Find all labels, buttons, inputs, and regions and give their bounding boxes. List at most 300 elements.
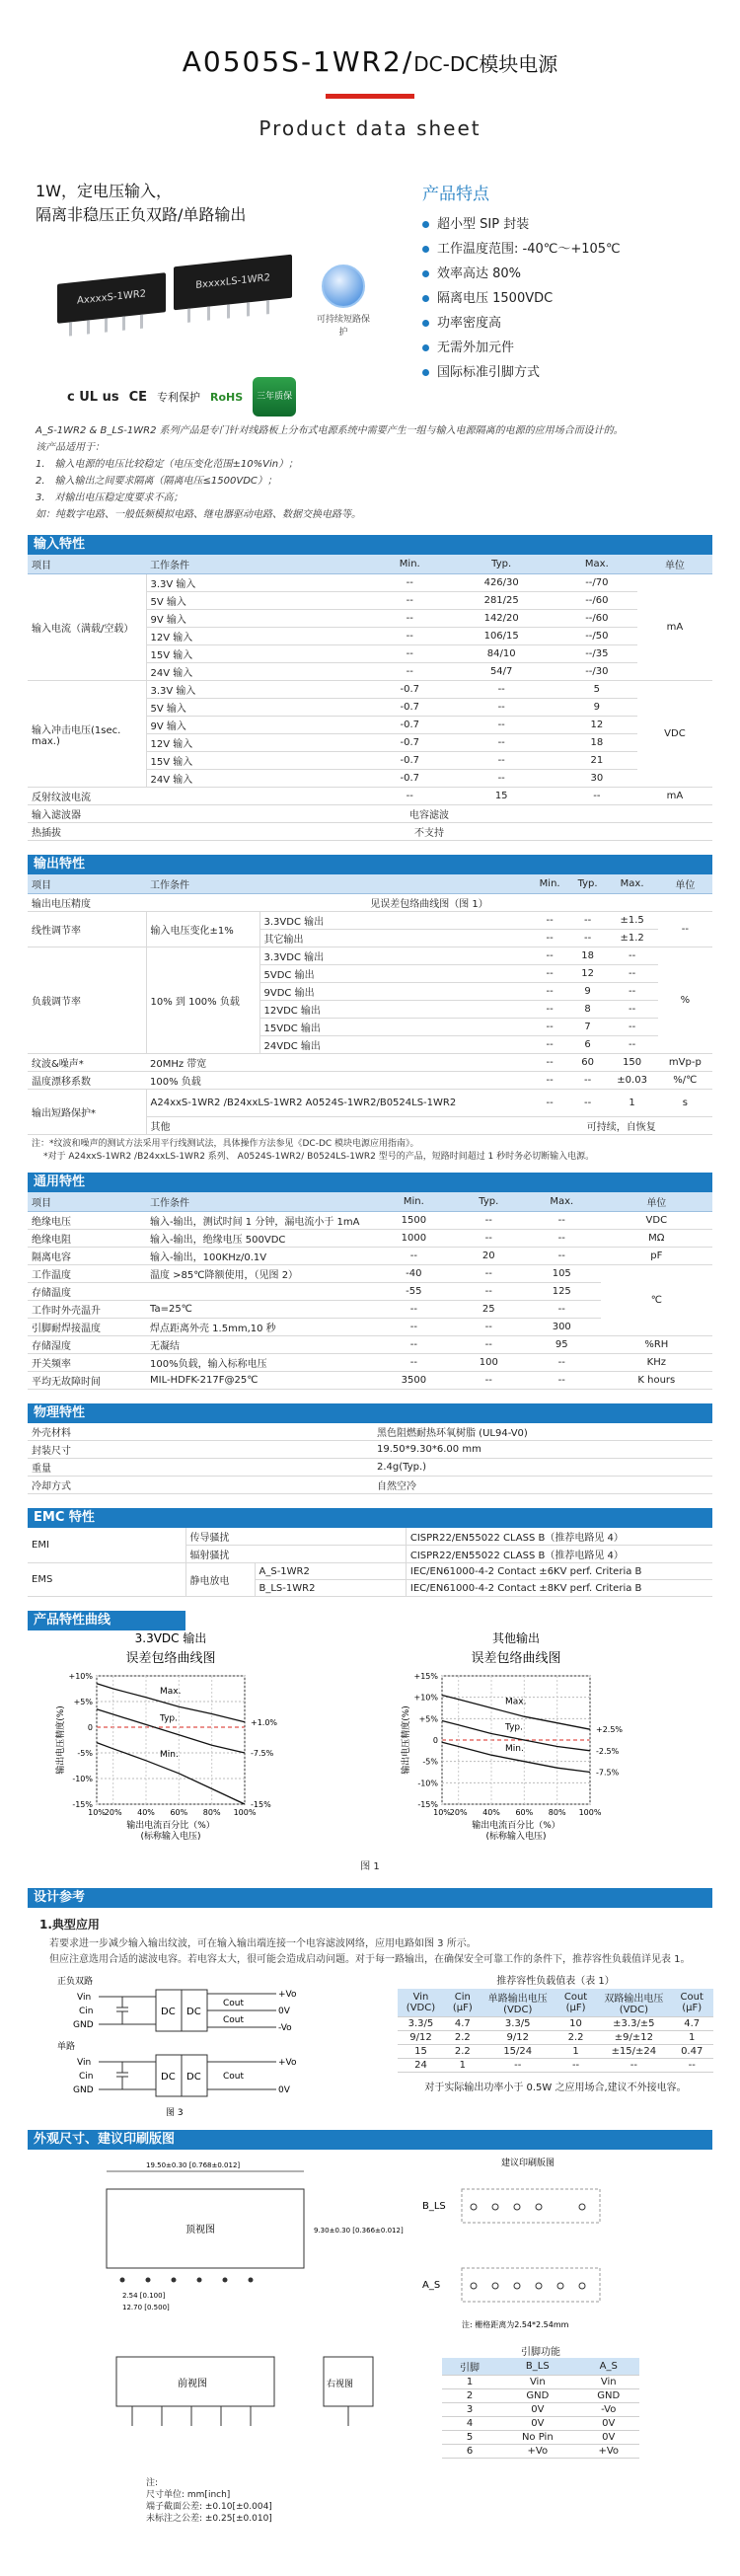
protection-caption: 可持续短路保护 [316,315,370,338]
cell: 20MHz 带宽 [146,1054,531,1072]
table-row [28,1072,712,1090]
cell: +Vo [497,2445,577,2459]
cell: IEC/EN61000-4-2 Contact ±6KV perf. Criteria B [406,1563,712,1580]
cell: -- [523,1212,601,1230]
intro-line: 3. 对输出电压稳定度要求不高； [36,492,184,503]
note-line: 尺寸单位: mm[inch] [146,2490,231,2500]
cell: 281/25 [447,592,556,610]
cell: 12V 输入 [146,628,373,645]
ce-mark-icon: CE [128,389,148,405]
cell: 热插拔 [28,823,146,841]
curves-area [28,1630,712,1857]
feature-text: 效率高达 80% [437,266,522,281]
x-tick-label: 20% [449,1808,468,1817]
table-row [28,805,712,823]
cell: -- [569,1090,607,1117]
cell: GND [497,2389,577,2403]
x-axis-label: 输出电流百分比（%） [126,1821,215,1831]
feature-text: 功率密度高 [437,316,502,331]
y-tick-label: 0 [432,1736,438,1745]
table-row [28,1372,712,1390]
general-section-title: 通用特性 [28,1173,712,1192]
cell: 绝缘电阻 [28,1230,146,1248]
dc-label: DC [161,2007,176,2017]
x-tick-label: 20% [104,1808,122,1817]
cell: -- [569,1072,607,1090]
cell: s [658,1090,712,1117]
cell: 12V 输入 [146,734,373,752]
col-header: 单路输出电压 (VDC) [481,1989,555,2017]
x-tick-label: 80% [202,1808,221,1817]
cell: -- [373,645,447,663]
cell: -0.7 [373,717,447,734]
cell: 84/10 [447,645,556,663]
capacitor-table [398,1989,713,2073]
cell: 18 [556,734,637,752]
header [28,0,712,140]
cell: -- [455,1265,523,1283]
cell: 1 [670,2031,713,2045]
cell: -- [447,734,556,752]
row-label: 输出短路保护* [28,1090,146,1135]
col-header: 双路输出电压 (VDC) [597,1989,670,2017]
zero-v-label: 0V [278,2007,290,2016]
row-label: 负载调节率 [28,947,146,1054]
page-title [28,45,712,78]
cell: 6 [442,2445,497,2459]
cell: -- [455,1212,523,1230]
cell: 100 [455,1354,523,1372]
cell: 输入电压变化±1% [146,912,259,947]
cell: No Pin [497,2431,577,2445]
y-tick-label: -5% [422,1757,438,1767]
intro-title-line1: 1W，定电压输入， [36,182,173,200]
cell: 21 [556,752,637,770]
table-row [28,1459,712,1477]
cell: 100%负载，输入标称电压 [146,1354,373,1372]
table-row [442,2389,639,2403]
col-header: Typ. [447,555,556,574]
features-title: 产品特点 [422,185,489,204]
col-header: 项目 [28,874,146,894]
design-para-2: 但应注意选用合适的滤波电容。若电容太大，很可能会造成启动问题。对于每一路输出，在确保安全可靠工作的条件下，推荐容性负载值详见表 1。 [49,1954,691,1965]
cell: 18 [569,947,607,965]
cell: 见误差包络曲线图（图 1） [146,894,712,912]
cell: -40 [373,1265,455,1283]
cell: --/60 [556,592,637,610]
table-row [28,1477,712,1494]
cell: 5V 输入 [146,592,373,610]
y-tick-label: +5% [73,1698,93,1706]
cell: --/30 [556,663,637,681]
intro-line: 该产品适用于： [36,442,105,453]
cell: 工作时外壳温升 [28,1301,146,1319]
cell: 0V [578,2431,639,2445]
cell: 24V 输入 [146,770,373,788]
cell: Ta=25℃ [146,1301,373,1319]
cell: 封装尺寸 [28,1441,373,1459]
cell: -55 [373,1283,455,1301]
dc-label: DC [186,2007,201,2017]
cell: 可持续，自恢复 [531,1117,712,1135]
cell: 0.47 [670,2045,713,2059]
front-view-label: 前视图 [178,2379,207,2389]
cell: ±1.5 [607,912,658,930]
table-row [442,2376,639,2389]
error-envelope-charts [28,1630,712,1857]
design-para-1: 若要求进一步减少输入输出纹波，可在输入输出端连接一个电容滤波网络，应用电路如图 3 所示。 [49,1938,477,1949]
cell: 1 [442,2376,497,2389]
x-tick-label: 60% [170,1808,188,1817]
pad-icon [536,2204,542,2210]
curves-section-title: 产品特性曲线 [28,1611,185,1630]
col-header: Max. [556,555,637,574]
col-header: A_S [578,2358,639,2376]
cell: 9 [556,699,637,717]
pad-icon [536,2283,542,2289]
cell: 106/15 [447,628,556,645]
cell: 不支持 [146,823,712,841]
cell: -- [531,912,569,930]
cell: -- [373,1319,455,1336]
cell: A_S-1WR2 [255,1563,406,1580]
cell: B_LS-1WR2 [255,1580,406,1597]
feature-item [422,262,621,286]
cell: -- [531,947,569,965]
pin-dot [249,2278,254,2283]
cell: ±15/±24 [597,2045,670,2059]
cell: 6 [569,1036,607,1054]
cell: -0.7 [373,681,447,699]
ul-mark-icon: c UL us [67,389,119,405]
cell: 2 [442,2389,497,2403]
cell: 3.3V 输入 [146,574,373,592]
unit-cell: VDC [637,681,712,788]
chip-a-label: AxxxxS-1WR2 [76,288,147,307]
cell: 4.7 [444,2017,481,2031]
series-label: Min. [160,1749,179,1760]
cell: 15V 输入 [146,645,373,663]
cell: mVp-p [658,1054,712,1072]
cell: -- [531,1054,569,1072]
title-underline [326,94,414,99]
cell: -- [455,1336,523,1354]
cell: A24xxS-1WR2 /B24xxLS-1WR2 A0524S-1WR2/B0524LS-1WR2 [146,1090,531,1117]
y-tick-label: +10% [68,1672,93,1681]
cell: 工作温度 [28,1265,146,1283]
cell: -- [373,592,447,610]
output-section-title: 输出特性 [28,855,712,874]
input-section-title: 输入特性 [28,535,712,555]
table-row [28,1336,712,1354]
cell: 142/20 [447,610,556,628]
table-row [442,2445,639,2459]
cell: 引脚耐焊接温度 [28,1319,146,1336]
cell: -- [455,1230,523,1248]
cell: 纹波&噪声* [28,1054,146,1072]
row-label: 输入电流（满载/空载） [28,574,146,681]
as-label: A_S [422,2280,441,2291]
cell: 3.3V 输入 [146,681,373,699]
cell: -- [373,788,447,805]
cell: 15/24 [481,2045,555,2059]
pos-vo-label: +Vo [278,1990,297,2000]
table-row [28,1528,712,1546]
col-header: 引脚 [442,2358,497,2376]
cell: 输入滤波器 [28,805,146,823]
cell: VDC [601,1212,712,1230]
cell: -- [531,1036,569,1054]
col-header: Typ. [569,874,607,894]
feature-item [422,360,621,385]
cell: 辐射骚扰 [185,1546,406,1563]
cell: 0V [497,2403,577,2417]
cell: -- [373,628,447,645]
feature-text: 工作温度范围: -40℃～+105℃ [437,242,621,257]
cell: -- [569,912,607,930]
cell: 15 [447,788,556,805]
cell: 12VDC 输出 [259,1001,531,1019]
cell: 自然空冷 [373,1477,712,1494]
note-line: *对于 A24xxS-1WR2 /B24xxLS-1WR2 系列、 A0524S-1WR2/ B0524LS-1WR2 型号的产品，短路时间超过 1 秒时务必切断输入电源。 [43,1152,595,1162]
vin-label: Vin [77,2058,92,2068]
table-row [28,1248,712,1265]
cell: 24 [398,2059,444,2073]
table-row [28,1212,712,1230]
cell: -- [556,788,637,805]
table-row [398,2017,713,2031]
pin-dot [197,2278,202,2283]
cell: 1500 [373,1212,455,1230]
grid-note: 注: 栅格距离为2.54*2.54mm [462,2320,569,2329]
table-row [28,1423,712,1441]
cell: 54/7 [447,663,556,681]
cell: 10 [555,2017,598,2031]
col-header: 单位 [637,555,712,574]
table-header-row [28,1192,712,1212]
col-header: 项目 [28,1192,146,1212]
bullet-icon [422,246,429,253]
page-subtitle: Product data sheet [259,116,481,140]
cell: 隔离电容 [28,1248,146,1265]
cell: -- [373,663,447,681]
intro-line: 1. 输入电源的电压比较稳定（电压变化范围±10%Vin）； [36,459,299,470]
pad-icon [471,2283,477,2289]
cell: -- [531,1072,569,1090]
general-table [28,1192,712,1390]
cell [146,788,373,805]
application-circuit [47,1972,343,2120]
cell: -- [607,965,658,983]
y-tick-label: -10% [417,1779,438,1788]
feature-text: 隔离电压 1500VDC [437,291,554,306]
cell: IEC/EN61000-4-2 Contact ±8KV perf. Criteria B [406,1580,712,1597]
capacitor-table-title: 推荐容性负载值表（表 1） [496,1976,615,1987]
table-header-row [398,1989,713,2017]
pcb-title: 建议印刷版图 [501,2159,555,2168]
unit-cell: ℃ [601,1265,712,1336]
col-header: Vin (VDC) [398,1989,444,2017]
figure-1-label: 图 1 [360,1861,380,1872]
intro-title [36,180,371,227]
cell: 7 [569,1019,607,1036]
cell: 温度漂移系数 [28,1072,146,1090]
design-section-title: 设计参考 [28,1888,712,1908]
pad-icon [579,2204,585,2210]
end-annotation: +1.0% [251,1717,278,1727]
overall-length-dim: 19.50±0.30 [0.768±0.012] [146,2161,241,2169]
cell: -- [447,752,556,770]
cell: -- [531,930,569,947]
cell: CISPR22/EN55022 CLASS B（推荐电路见 4） [406,1528,712,1546]
dc-label: DC [186,2072,201,2083]
table-row [398,2031,713,2045]
cell: 100% 负载 [146,1072,531,1090]
pad-icon [514,2204,520,2210]
table-row [28,1265,712,1283]
certification-row [67,377,296,417]
dimension-notes [146,2477,272,2525]
cell: 平均无故障时间 [28,1372,146,1390]
cell: -- [373,1354,455,1372]
cell: 存储湿度 [28,1336,146,1354]
cell: 15V 输入 [146,752,373,770]
cell: -- [597,2059,670,2073]
cell: -- [447,699,556,717]
end-annotation: -15% [251,1800,271,1809]
cell: KHz [601,1354,712,1372]
bullet-icon [422,320,429,327]
output-table [28,874,712,1135]
cell: 24V 输入 [146,663,373,681]
emc-table [28,1528,712,1597]
cell: 绝缘电压 [28,1212,146,1230]
end-annotation: -7.5% [251,1749,274,1758]
table-row [28,788,712,805]
cell: 150 [607,1054,658,1072]
col-header: Cin (μF) [444,1989,481,2017]
protection-icon [322,265,365,308]
x-tick-label: 40% [482,1808,500,1817]
end-annotation: +2.5% [596,1725,624,1735]
table-header-row [28,874,712,894]
table-row [398,2045,713,2059]
zero-v-label: 0V [278,2085,290,2095]
dimensions-area [28,2150,712,2525]
pin-table-wrapper [442,2343,639,2459]
cin-label: Cin [79,2007,94,2016]
feature-text: 国际标准引脚方式 [437,365,541,380]
cell: 输入-输出，100KHz/0.1V [146,1248,373,1265]
cell: -- [523,1354,601,1372]
cell: --/35 [556,645,637,663]
single-output-label: 单路 [57,2042,76,2052]
cin-label: Cin [79,2072,94,2082]
cell: 25 [455,1301,523,1319]
y-axis-label: 输出电压精度(%) [56,1705,66,1775]
cell: -- [373,1301,455,1319]
cell: 8 [569,1001,607,1019]
cell: 输出电压精度 [28,894,146,912]
feature-item [422,237,621,262]
bullet-icon [422,369,429,376]
pin-span-dim: 12.70 [0.500] [122,2304,170,2311]
cell: -- [607,1001,658,1019]
pin-dot [223,2278,228,2283]
y-tick-label: 0 [87,1723,93,1732]
cell: 5VDC 输出 [259,965,531,983]
cell: 4.7 [670,2017,713,2031]
cell: 其他 [146,1117,531,1135]
cell: 20 [455,1248,523,1265]
cell: GND [578,2389,639,2403]
table-row [28,1354,712,1372]
dims-section-title: 外观尺寸、建议印刷版图 [28,2130,712,2150]
cell [146,1283,373,1301]
cell: 5 [442,2431,497,2445]
title-slash: / [402,45,414,78]
warranty-badge-icon: 三年质保 [253,377,296,417]
pin-table-title: 引脚功能 [521,2347,560,2358]
row-label: 输入冲击电压(1sec. max.) [28,681,146,788]
col-header: 单位 [658,874,712,894]
cell: 输入-输出，测试时间 1 分钟，漏电流小于 1mA [146,1212,373,1230]
neg-vo-label: -Vo [278,2023,292,2033]
x-tick-label: 100% [578,1808,602,1817]
unit-cell: % [658,947,712,1054]
cell: CISPR22/EN55022 CLASS B（推荐电路见 4） [406,1546,712,1563]
unit-cell: mA [637,574,712,681]
x-tick-label: 40% [137,1808,155,1817]
cout-label: Cout [223,2072,245,2082]
x-axis-sublabel: (标称输入电压) [140,1832,201,1842]
cell: -- [373,610,447,628]
model-number: A0505S-1WR2 [182,45,403,78]
table-row [28,681,712,699]
right-view-label: 右视图 [327,2380,354,2389]
design-area [28,1968,712,2116]
cell: 3.3/5 [398,2017,444,2031]
height-dim: 9.30±0.30 [0.366±0.012] [314,2227,404,2235]
chip-b-label: BxxxxLS-1WR2 [195,272,270,291]
cell: 2.4g(Typ.) [373,1459,712,1477]
cell: -- [555,2059,598,2073]
feature-item [422,212,621,237]
cell: 黑色阻燃耐热环氧树脂 (UL94-V0) [373,1423,712,1441]
cell: 3.3VDC 输出 [259,947,531,965]
note-line: 未标注之公差: ±0.25[±0.010] [146,2514,272,2524]
product-category: DC-DC模块电源 [413,52,558,76]
cell: -- [455,1319,523,1336]
unit-cell: -- [658,912,712,947]
y-tick-label: +15% [413,1672,438,1681]
pin-table [442,2358,639,2459]
cell: -- [447,717,556,734]
cell: 重量 [28,1459,373,1477]
feature-text: 无需外加元件 [437,341,515,355]
feature-item [422,336,621,360]
row-label: EMI [28,1528,185,1563]
col-header: 项目 [28,555,146,574]
row-label: 线性调节率 [28,912,146,947]
cell: 输入-输出，绝缘电压 500VDC [146,1230,373,1248]
cell: %/℃ [658,1072,712,1090]
table-row [28,1054,712,1072]
top-view-label: 顶视图 [185,2225,215,2235]
cell: -- [531,1019,569,1036]
y-tick-label: -15% [417,1800,438,1809]
cell: -- [569,930,607,947]
